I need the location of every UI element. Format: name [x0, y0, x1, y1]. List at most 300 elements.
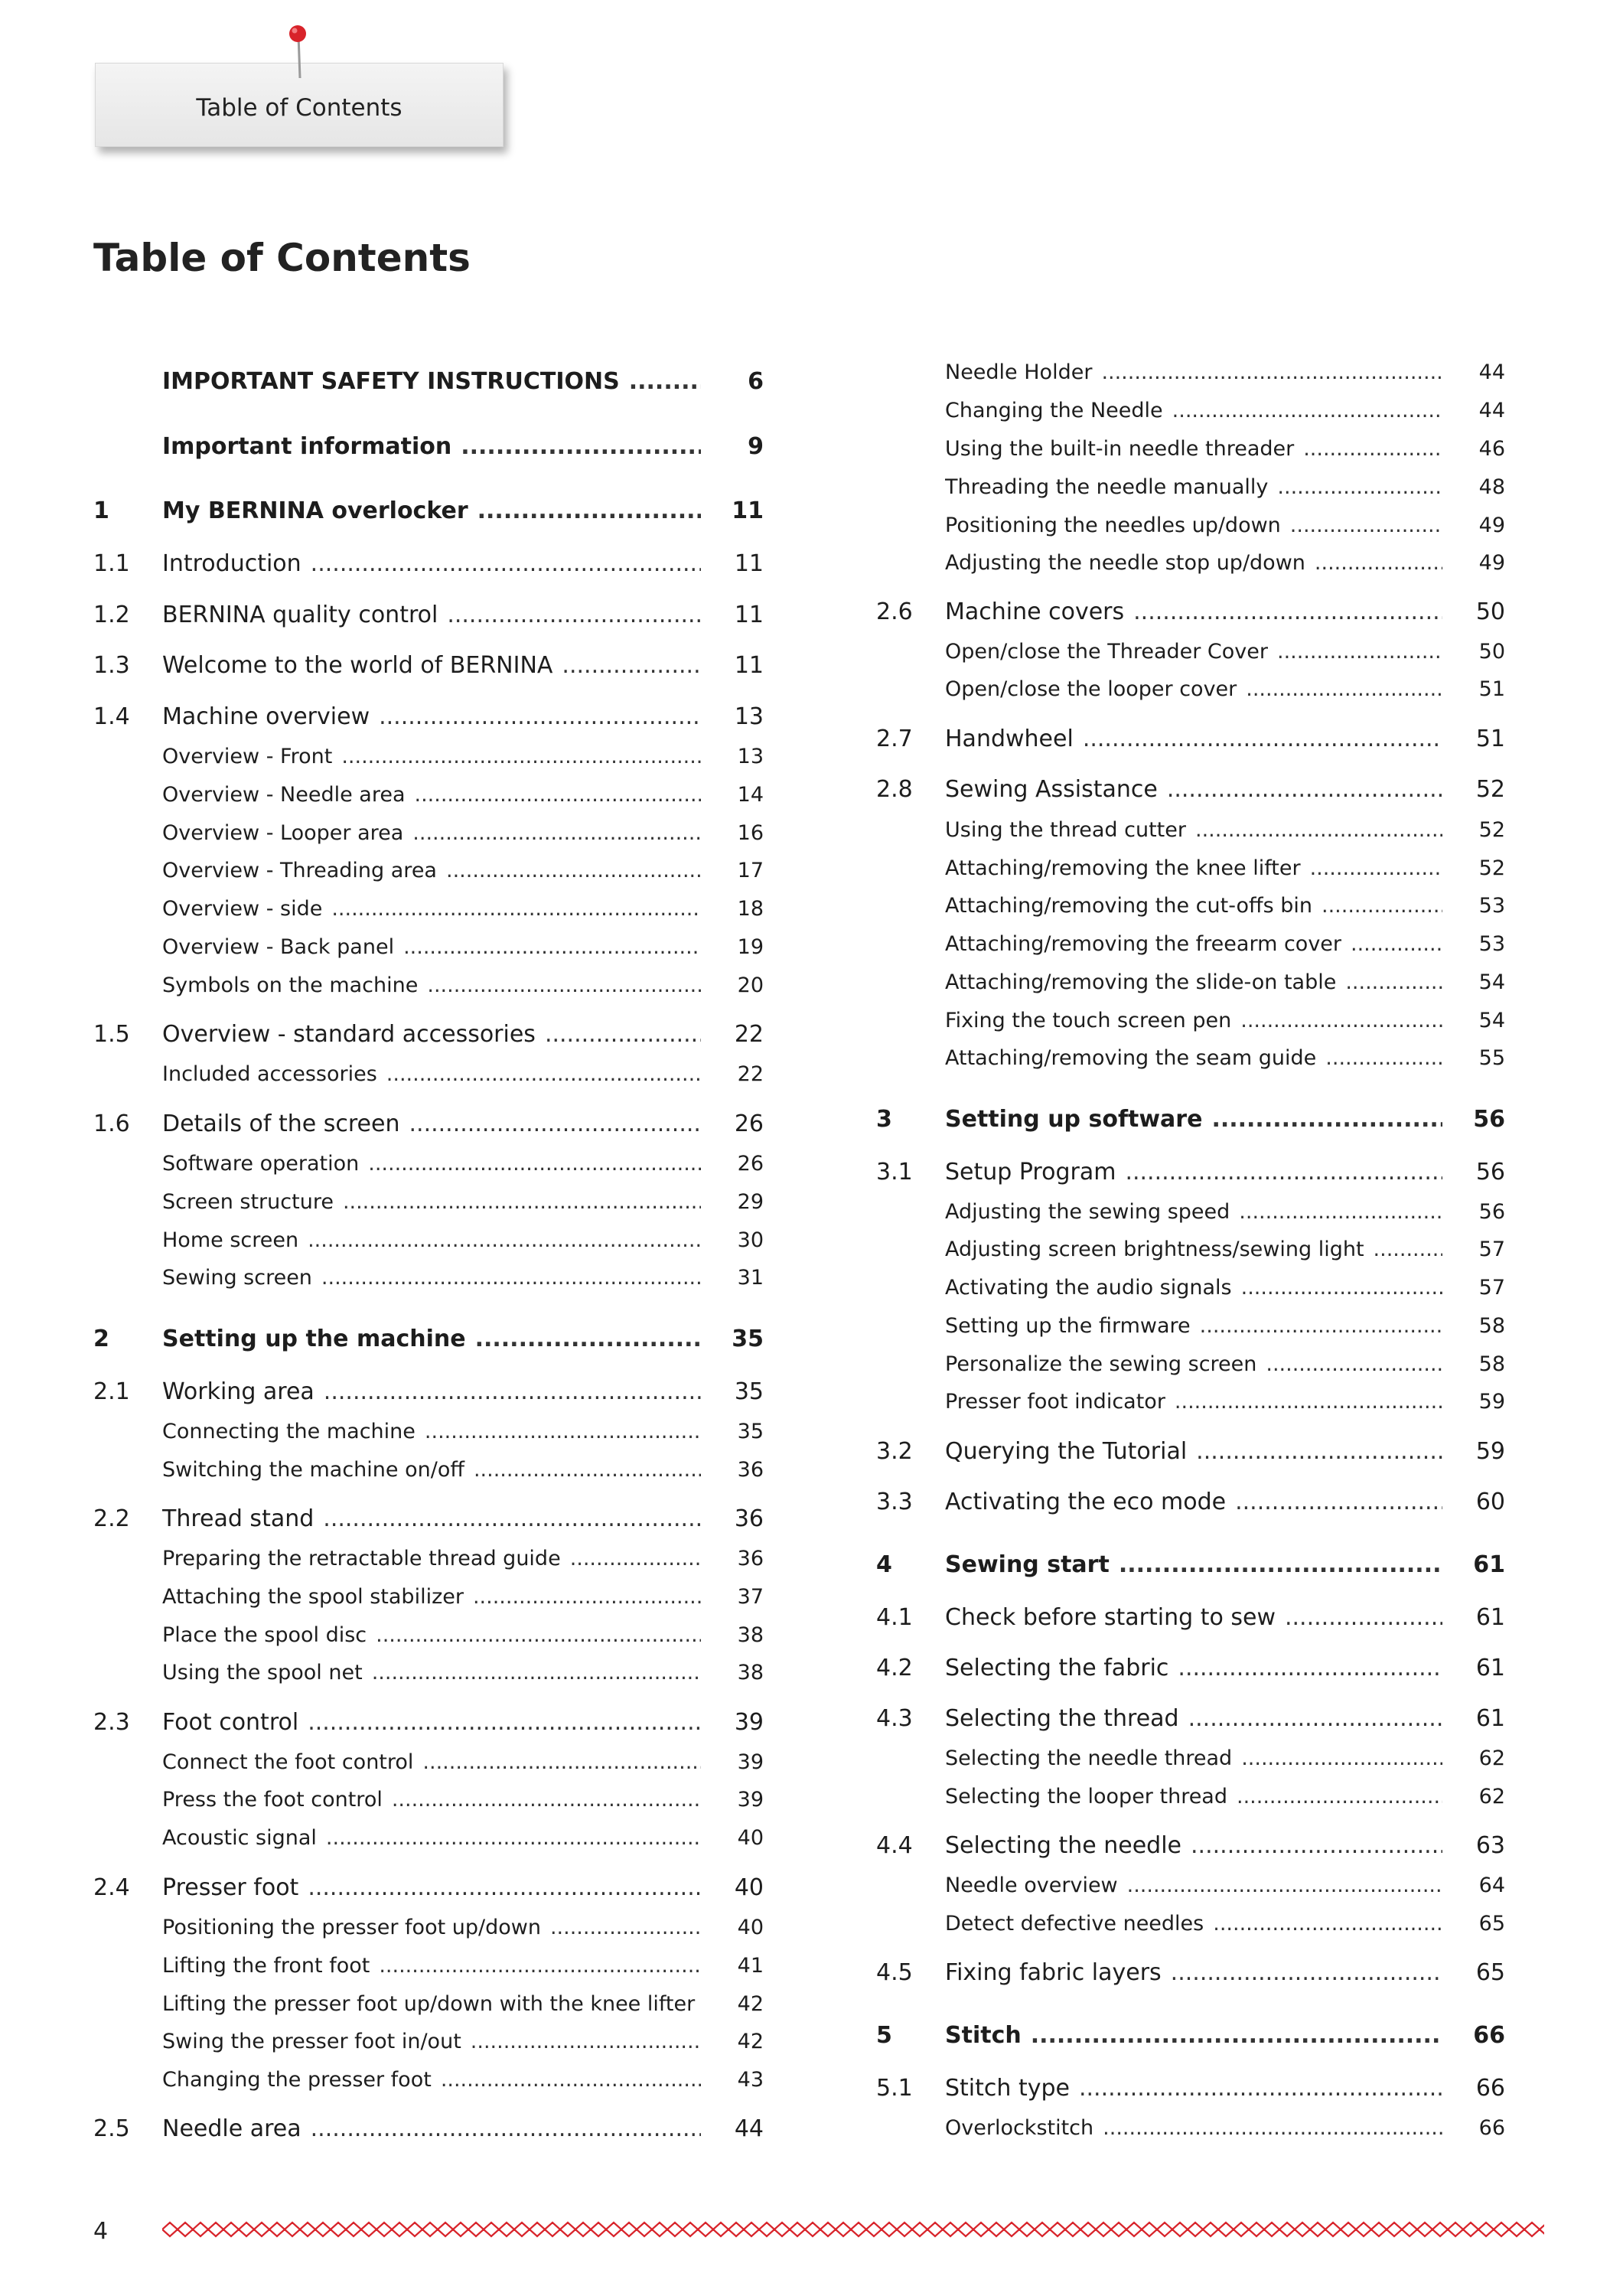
toc-leader-dots — [629, 368, 701, 395]
toc-entry-title: Overview - Front — [162, 745, 333, 768]
toc-entry[interactable] — [876, 1912, 1505, 1936]
toc-leader-dots — [323, 1505, 701, 1532]
toc-leader-dots — [1172, 399, 1442, 422]
toc-leader-dots — [447, 602, 701, 628]
toc-entry-title: Press the foot control — [162, 1788, 383, 1812]
toc-entry[interactable] — [93, 1152, 764, 1176]
toc-entry-number: 3.2 — [876, 1438, 913, 1465]
toc-entry-title: Needle Holder — [945, 360, 1093, 384]
toc-entry[interactable] — [876, 1959, 1505, 1986]
toc-entry-title: Selecting the needle thread — [945, 1746, 1233, 1770]
toc-entry[interactable] — [93, 1874, 764, 1901]
toc-entry[interactable] — [876, 1785, 1505, 1808]
toc-entry[interactable] — [93, 935, 764, 959]
toc-leader-dots — [1101, 360, 1442, 384]
toc-entry[interactable] — [876, 1046, 1505, 1070]
toc-leader-dots — [392, 1788, 701, 1812]
toc-entry-number: 4.5 — [876, 1959, 913, 1986]
toc-entry-title: Using the spool net — [162, 1661, 363, 1684]
toc-entry[interactable] — [876, 1655, 1505, 1681]
toc-entry-page: 29 — [737, 1190, 764, 1214]
toc-leader-dots — [1345, 970, 1442, 994]
toc-entry-page: 54 — [1478, 970, 1505, 994]
toc-leader-dots — [1241, 1276, 1442, 1300]
toc-entry-page: 59 — [1478, 1390, 1505, 1414]
toc-leader-dots — [341, 745, 701, 768]
toc-leader-dots — [1303, 437, 1442, 461]
toc-entry-page: 62 — [1478, 1746, 1505, 1770]
toc-entry-title: Fixing the touch screen pen — [945, 1009, 1232, 1032]
toc-entry[interactable] — [876, 894, 1505, 918]
toc-entry-page: 62 — [1478, 1785, 1505, 1808]
toc-entry-title: Important information — [162, 433, 452, 460]
toc-leader-dots — [570, 1547, 701, 1570]
toc-entry[interactable] — [876, 437, 1505, 461]
toc-entry[interactable] — [876, 970, 1505, 994]
toc-entry-page: 58 — [1478, 1352, 1505, 1376]
toc-entry-page: 37 — [737, 1585, 764, 1609]
toc-leader-dots — [343, 1190, 701, 1214]
toc-leader-dots — [321, 1266, 701, 1290]
toc-leader-dots — [1103, 2116, 1442, 2140]
toc-leader-dots — [1171, 1959, 1442, 1986]
toc-entry-page: 44 — [734, 2115, 764, 2142]
toc-entry-title: Machine covers — [945, 598, 1125, 625]
toc-entry[interactable] — [876, 1106, 1505, 1133]
toc-entry-page: 36 — [737, 1547, 764, 1570]
toc-leader-dots — [1031, 2022, 1442, 2049]
toc-entry-title: Presser foot indicator — [945, 1390, 1165, 1414]
toc-entry-title: Machine overview — [162, 703, 370, 730]
toc-entry-page: 65 — [1478, 1912, 1505, 1936]
toc-entry[interactable] — [93, 1992, 764, 2016]
toc-entry-title: Activating the audio signals — [945, 1276, 1232, 1300]
toc-entry-title: Threading the needle manually — [945, 475, 1269, 499]
toc-leader-dots — [368, 1152, 701, 1176]
toc-entry-title: Setting up the machine — [162, 1326, 466, 1352]
toc-entry[interactable] — [93, 1420, 764, 1443]
toc-entry-number: 2.8 — [876, 776, 913, 803]
toc-entry-page: 9 — [748, 433, 764, 460]
toc-entry-page: 42 — [737, 2030, 764, 2053]
toc-leader-dots — [1241, 1746, 1442, 1770]
toc-leader-dots — [1235, 1489, 1442, 1515]
toc-leader-dots — [1290, 514, 1442, 537]
toc-entry-number: 4 — [876, 1551, 892, 1578]
toc-entry[interactable] — [876, 1276, 1505, 1300]
toc-entry[interactable] — [93, 1110, 764, 1137]
toc-entry-title: Personalize the sewing screen — [945, 1352, 1257, 1376]
toc-entry[interactable] — [876, 1832, 1505, 1859]
toc-entry-title: Home screen — [162, 1228, 299, 1252]
toc-entry-title: Using the built-in needle threader — [945, 437, 1295, 461]
toc-entry-page: 49 — [1478, 551, 1505, 575]
toc-leader-dots — [473, 1585, 701, 1609]
toc-entry-page: 57 — [1478, 1276, 1505, 1300]
toc-leader-dots — [1167, 776, 1442, 803]
toc-leader-dots — [326, 1826, 701, 1850]
toc-entry-number: 5.1 — [876, 2075, 913, 2102]
toc-leader-dots — [1239, 1200, 1442, 1224]
toc-entry[interactable] — [876, 677, 1505, 701]
toc-entry-page: 50 — [1478, 640, 1505, 664]
toc-entry[interactable] — [93, 2068, 764, 2092]
toc-entry[interactable] — [93, 1378, 764, 1405]
toc-leader-dots — [1322, 894, 1442, 918]
toc-entry-number: 2.3 — [93, 1709, 130, 1736]
toc-entry[interactable] — [876, 475, 1505, 499]
toc-entry-title: Fixing fabric layers — [945, 1959, 1162, 1986]
toc-entry-title: Software operation — [162, 1152, 360, 1176]
toc-leader-dots — [308, 1228, 701, 1252]
toc-entry-title: Sewing start — [945, 1551, 1110, 1578]
toc-entry-page: 38 — [737, 1661, 764, 1684]
toc-leader-dots — [475, 1326, 701, 1352]
toc-entry-page: 55 — [1478, 1046, 1505, 1070]
toc-entry[interactable] — [93, 703, 764, 730]
toc-leader-dots — [376, 1623, 701, 1647]
toc-entry-page: 40 — [737, 1916, 764, 1939]
toc-leader-dots — [324, 1378, 701, 1405]
toc-leader-dots — [1127, 1874, 1442, 1897]
toc-leader-dots — [379, 1954, 701, 1978]
toc-entry-number: 3.3 — [876, 1489, 913, 1515]
toc-entry[interactable] — [93, 1266, 764, 1290]
toc-entry-page: 40 — [737, 1826, 764, 1850]
toc-entry-title: Foot control — [162, 1709, 299, 1736]
toc-leader-dots — [386, 1062, 701, 1086]
toc-leader-dots — [372, 1661, 701, 1684]
toc-entry[interactable] — [876, 514, 1505, 537]
toc-entry[interactable] — [876, 776, 1505, 803]
toc-entry-title: Adjusting the sewing speed — [945, 1200, 1230, 1224]
toc-entry-title: Setting up software — [945, 1106, 1203, 1133]
toc-entry[interactable] — [876, 1874, 1505, 1897]
toc-entry-title: Connecting the machine — [162, 1420, 416, 1443]
toc-leader-dots — [379, 703, 701, 730]
toc-entry[interactable] — [93, 1326, 764, 1352]
toc-entry[interactable] — [876, 818, 1505, 842]
toc-entry-page: 65 — [1475, 1959, 1505, 1986]
toc-entry[interactable] — [93, 821, 764, 845]
pushpin-icon — [283, 21, 314, 83]
header-tab-label: Table of Contents — [196, 94, 402, 122]
toc-entry-title: Changing the presser foot — [162, 2068, 432, 2092]
toc-entry[interactable] — [876, 1238, 1505, 1261]
toc-entry-title: Open/close the looper cover — [945, 677, 1237, 701]
toc-entry[interactable] — [93, 2030, 764, 2053]
toc-leader-dots — [1200, 1314, 1442, 1338]
toc-entry[interactable] — [876, 1314, 1505, 1338]
toc-entry-page: 61 — [1475, 1705, 1505, 1732]
toc-entry-title: Thread stand — [162, 1505, 314, 1532]
toc-entry[interactable] — [93, 1062, 764, 1086]
toc-entry[interactable] — [876, 399, 1505, 422]
toc-entry[interactable] — [876, 932, 1505, 956]
toc-entry[interactable] — [876, 360, 1505, 384]
toc-leader-dots — [441, 2068, 701, 2092]
toc-entry-title: Sewing screen — [162, 1266, 312, 1290]
toc-entry-title: Selecting the needle — [945, 1832, 1182, 1859]
toc-leader-dots — [474, 1458, 701, 1482]
toc-entry[interactable] — [93, 550, 764, 577]
toc-leader-dots — [331, 897, 701, 921]
toc-leader-dots — [1119, 1551, 1442, 1578]
toc-entry-page: 59 — [1475, 1438, 1505, 1465]
toc-entry-page: 56 — [1475, 1159, 1505, 1186]
toc-entry[interactable] — [93, 1228, 764, 1252]
toc-leader-dots — [550, 1916, 701, 1939]
toc-entry-page: 22 — [734, 1021, 764, 1048]
toc-entry-title: Swing the presser foot in/out — [162, 2030, 461, 2053]
toc-leader-dots — [1325, 1046, 1442, 1070]
toc-entry-page: 22 — [737, 1062, 764, 1086]
toc-entry-title: Overview - Needle area — [162, 783, 406, 807]
toc-entry-page: 11 — [732, 497, 764, 524]
toc-entry-number: 3.1 — [876, 1159, 913, 1186]
toc-entry[interactable] — [876, 1489, 1505, 1515]
toc-entry[interactable] — [93, 652, 764, 679]
toc-entry-number: 2.2 — [93, 1505, 130, 1532]
toc-entry-number: 2.1 — [93, 1378, 130, 1405]
toc-entry-page: 56 — [1473, 1106, 1505, 1133]
toc-entry-page: 51 — [1475, 726, 1505, 752]
toc-leader-dots — [562, 652, 701, 679]
toc-entry-title: Check before starting to sew — [945, 1604, 1276, 1631]
toc-entry[interactable] — [876, 856, 1505, 880]
toc-entry-number: 2.7 — [876, 726, 913, 752]
toc-entry-title: Needle overview — [945, 1874, 1118, 1897]
toc-entry-page: 40 — [734, 1874, 764, 1901]
toc-entry-page: 50 — [1475, 598, 1505, 625]
toc-entry[interactable] — [93, 783, 764, 807]
toc-entry-title: Lifting the presser foot up/down with the knee lifter — [162, 1992, 696, 2016]
toc-entry[interactable] — [93, 1826, 764, 1850]
toc-entry-title: Positioning the presser foot up/down — [162, 1916, 541, 1939]
toc-entry-title: Introduction — [162, 550, 301, 577]
toc-entry[interactable] — [876, 1604, 1505, 1631]
toc-entry-title: Welcome to the world of BERNINA — [162, 652, 553, 679]
toc-entry[interactable] — [876, 2022, 1505, 2049]
toc-entry-number: 2.6 — [876, 598, 913, 625]
toc-entry[interactable] — [93, 1709, 764, 1736]
toc-entry-page: 35 — [732, 1326, 764, 1352]
toc-entry-title: Lifting the front foot — [162, 1954, 370, 1978]
toc-entry-page: 31 — [737, 1266, 764, 1290]
toc-entry[interactable] — [93, 1547, 764, 1570]
toc-entry-title: Adjusting screen brightness/sewing light — [945, 1238, 1364, 1261]
toc-entry[interactable] — [876, 1390, 1505, 1414]
toc-entry-page: 61 — [1473, 1551, 1505, 1578]
toc-leader-dots — [1178, 1655, 1442, 1681]
toc-entry[interactable] — [93, 859, 764, 882]
toc-entry-page: 58 — [1478, 1314, 1505, 1338]
toc-leader-dots — [409, 1110, 702, 1137]
toc-entry[interactable] — [93, 897, 764, 921]
toc-entry-page: 26 — [734, 1110, 764, 1137]
toc-entry-title: Open/close the Threader Cover — [945, 640, 1268, 664]
toc-entry[interactable] — [93, 433, 764, 460]
toc-entry-page: 44 — [1478, 360, 1505, 384]
toc-entry-page: 57 — [1478, 1238, 1505, 1261]
toc-entry-title: Detect defective needles — [945, 1912, 1204, 1936]
toc-entry-number: 1 — [93, 497, 109, 524]
toc-entry-title: Adjusting the needle stop up/down — [945, 551, 1305, 575]
toc-entry-title: Overview - side — [162, 897, 323, 921]
toc-entry-number: 4.1 — [876, 1604, 913, 1631]
toc-entry-page: 11 — [734, 550, 764, 577]
toc-leader-dots — [1196, 1438, 1442, 1465]
toc-leader-dots — [1175, 1390, 1442, 1414]
toc-leader-dots — [1277, 640, 1442, 664]
toc-entry-title: BERNINA quality control — [162, 602, 438, 628]
toc-entry[interactable] — [93, 1458, 764, 1482]
toc-entry-title: Attaching the spool stabilizer — [162, 1585, 464, 1609]
toc-entry-number: 5 — [876, 2022, 892, 2049]
toc-entry-page: 66 — [1475, 2075, 1505, 2102]
zigzag-border — [162, 2221, 1544, 2238]
toc-entry[interactable] — [876, 1551, 1505, 1578]
toc-entry[interactable] — [93, 1190, 764, 1214]
toc-entry-title: Connect the foot control — [162, 1750, 414, 1774]
toc-entry[interactable] — [93, 1661, 764, 1684]
toc-entry[interactable] — [876, 1200, 1505, 1224]
toc-leader-dots — [1246, 677, 1442, 701]
toc-entry-title: Positioning the needles up/down — [945, 514, 1281, 537]
toc-entry-page: 39 — [737, 1788, 764, 1812]
toc-entry-title: Attaching/removing the knee lifter — [945, 856, 1301, 880]
toc-entry[interactable] — [93, 1788, 764, 1812]
toc-entry[interactable] — [93, 1750, 764, 1774]
toc-entry-title: Selecting the looper thread — [945, 1785, 1227, 1808]
toc-entry[interactable] — [876, 1438, 1505, 1465]
toc-entry-title: Changing the Needle — [945, 399, 1163, 422]
toc-leader-dots — [1083, 726, 1442, 752]
toc-entry[interactable] — [93, 1585, 764, 1609]
toc-entry-title: Acoustic signal — [162, 1826, 317, 1850]
toc-entry[interactable] — [93, 1623, 764, 1647]
toc-leader-dots — [412, 821, 701, 845]
toc-entry-number: 4.2 — [876, 1655, 913, 1681]
toc-entry-title: Attaching/removing the slide-on table — [945, 970, 1337, 994]
toc-leader-dots — [1211, 1106, 1442, 1133]
toc-entry-page: 53 — [1478, 932, 1505, 956]
toc-leader-dots — [1133, 598, 1442, 625]
toc-entry-page: 17 — [737, 859, 764, 882]
toc-entry-title: Place the spool disc — [162, 1623, 367, 1647]
toc-leader-dots — [471, 2030, 701, 2053]
toc-entry[interactable] — [876, 1352, 1505, 1376]
toc-entry[interactable] — [93, 1021, 764, 1048]
toc-entry-page: 11 — [734, 652, 764, 679]
toc-entry[interactable] — [876, 1705, 1505, 1732]
toc-entry[interactable] — [876, 1159, 1505, 1186]
toc-entry-page: 61 — [1475, 1655, 1505, 1681]
toc-entry-title: Overview - Back panel — [162, 935, 395, 959]
toc-entry-title: Details of the screen — [162, 1110, 400, 1137]
toc-entry[interactable] — [93, 974, 764, 997]
toc-entry-number: 1.6 — [93, 1110, 130, 1137]
footer-page-number: 4 — [93, 2218, 109, 2245]
toc-entry-page: 66 — [1473, 2022, 1505, 2049]
toc-entry[interactable] — [93, 497, 764, 524]
toc-leader-dots — [1285, 1604, 1442, 1631]
toc-entry-page: 30 — [737, 1228, 764, 1252]
toc-entry[interactable] — [93, 368, 764, 395]
toc-leader-dots — [1310, 856, 1442, 880]
toc-entry-page: 39 — [737, 1750, 764, 1774]
toc-leader-dots — [1277, 475, 1442, 499]
toc-entry[interactable] — [93, 745, 764, 768]
toc-entry-title: Setting up the firmware — [945, 1314, 1191, 1338]
toc-leader-dots — [1191, 1832, 1442, 1859]
toc-entry-page: 42 — [737, 1992, 764, 2016]
toc-entry-page: 36 — [734, 1505, 764, 1532]
toc-entry[interactable] — [876, 1009, 1505, 1032]
toc-entry[interactable] — [876, 726, 1505, 752]
toc-entry-page: 41 — [737, 1954, 764, 1978]
toc-entry-number: 1.2 — [93, 602, 130, 628]
toc-leader-dots — [1237, 1785, 1442, 1808]
toc-entry-title: Overview - standard accessories — [162, 1021, 536, 1048]
toc-entry-title: Attaching/removing the freearm cover — [945, 932, 1342, 956]
toc-entry-page: 46 — [1478, 437, 1505, 461]
toc-entry-number: 2.5 — [93, 2115, 130, 2142]
toc-entry[interactable] — [93, 1954, 764, 1978]
toc-leader-dots — [427, 974, 701, 997]
toc-entry-number: 1.3 — [93, 652, 130, 679]
toc-entry[interactable] — [876, 551, 1505, 575]
toc-entry-title: Selecting the thread — [945, 1705, 1179, 1732]
toc-entry[interactable] — [93, 1505, 764, 1532]
toc-leader-dots — [422, 1750, 701, 1774]
toc-leader-dots — [1079, 2075, 1442, 2102]
toc-leader-dots — [477, 497, 701, 524]
toc-entry[interactable] — [93, 602, 764, 628]
toc-entry[interactable] — [93, 1916, 764, 1939]
toc-entry[interactable] — [876, 1746, 1505, 1770]
toc-entry-page: 63 — [1475, 1832, 1505, 1859]
toc-entry[interactable] — [876, 2075, 1505, 2102]
toc-leader-dots — [461, 433, 701, 460]
toc-entry-page: 39 — [734, 1709, 764, 1736]
toc-leader-dots — [1315, 551, 1442, 575]
toc-entry-page: 13 — [737, 745, 764, 768]
toc-entry[interactable] — [93, 2115, 764, 2142]
toc-entry-number: 1.1 — [93, 550, 130, 577]
toc-entry-number: 4.3 — [876, 1705, 913, 1732]
toc-entry-title: Setup Program — [945, 1159, 1116, 1186]
toc-leader-dots — [1266, 1352, 1442, 1376]
toc-entry-page: 53 — [1478, 894, 1505, 918]
toc-leader-dots — [415, 783, 702, 807]
toc-entry-title: Working area — [162, 1378, 314, 1405]
toc-entry-title: Stitch type — [945, 2075, 1070, 2102]
toc-leader-dots — [446, 859, 701, 882]
toc-entry-page: 60 — [1475, 1489, 1505, 1515]
toc-entry-title: Sewing Assistance — [945, 776, 1158, 803]
toc-entry[interactable] — [876, 598, 1505, 625]
toc-entry[interactable] — [876, 2116, 1505, 2140]
toc-entry-page: 49 — [1478, 514, 1505, 537]
toc-entry-title: Activating the eco mode — [945, 1489, 1227, 1515]
toc-entry-title: Presser foot — [162, 1874, 299, 1901]
toc-entry-page: 20 — [737, 974, 764, 997]
toc-entry[interactable] — [876, 640, 1505, 664]
toc-entry-number: 3 — [876, 1106, 892, 1133]
toc-entry-title: Needle area — [162, 2115, 301, 2142]
toc-leader-dots — [1213, 1912, 1442, 1936]
